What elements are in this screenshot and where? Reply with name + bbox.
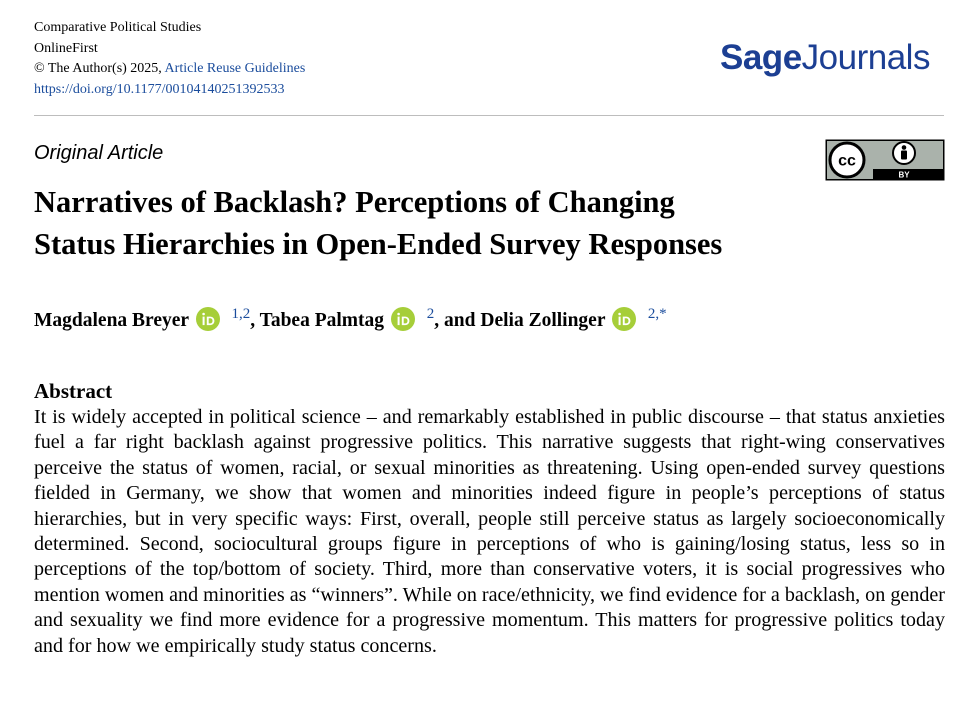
author-name[interactable]: Tabea Palmtag [259,310,385,331]
article-title [34,181,894,265]
orcid-icon[interactable] [196,307,220,331]
creative-commons-icon [830,143,864,177]
article-type: Original Article [34,142,164,164]
reuse-guidelines-link[interactable]: Article Reuse Guidelines [164,61,306,76]
by-label: BY [898,170,910,180]
author-name[interactable]: Delia Zollinger [480,310,606,331]
logo-part-sage: Sage [720,38,802,77]
title-line-2: Status Hierarchies in Open-Ended Survey Responses [34,227,723,261]
orcid-icon[interactable] [391,307,415,331]
attribution-icon [893,142,915,164]
cc-by-license-badge[interactable] [825,139,945,181]
author-affiliation[interactable]: 2,* [647,306,667,322]
logo-part-journals: Journals [801,38,930,77]
sage-journals-logo[interactable] [720,38,930,78]
author-name[interactable]: Magdalena Breyer [34,310,189,331]
abstract-text: It is widely accepted in political science – and remarkably established in public discourse – that status anxieties fuel a far right backlash against progressive politics. This narrative suggests that right-wing conservatives perceive the status of women, racial, or sexual minorities as threatening. Using open-ended survey questions fielded in Germany, we show that women and minorities indeed figure in people’s perceptions of status hierarchies, but in very specific ways: First, overall, people still perceive status as largely socioeconomically determined. Second, sociocultural groups figure in perceptions of who is gaining/losing status, less so in perceptions of the top/bottom of society. Third, more than conservative voters, it is social progressives who mention women and minorities as “winners”. While on race/ethnicity, we find evidence for a backlash, on gender and sexuality we find more evidence for a progressive momentum. This matters for progressive politics today and for how we empirically study status concerns. [34,406,945,657]
title-line-1: Narratives of Backlash? Perceptions of Changing [34,185,675,219]
author-list [34,306,667,332]
author-affiliation[interactable]: 2 [426,306,435,322]
copyright-line [34,59,305,80]
journal-meta [34,18,305,100]
author-separator: , [250,310,260,331]
author-affiliation[interactable]: 1,2 [231,306,251,322]
header-divider [34,115,944,116]
issue-status: OnlineFirst [34,40,98,56]
cc-letters: cc [838,152,856,170]
copyright-text: © The Author(s) 2025, [34,61,162,76]
abstract-heading: Abstract [34,379,113,403]
author-separator: , and [434,310,481,331]
journal-name: Comparative Political Studies [34,20,202,35]
doi-link[interactable]: https://doi.org/10.1177/00104140251392533 [34,81,285,97]
orcid-icon[interactable] [612,307,636,331]
